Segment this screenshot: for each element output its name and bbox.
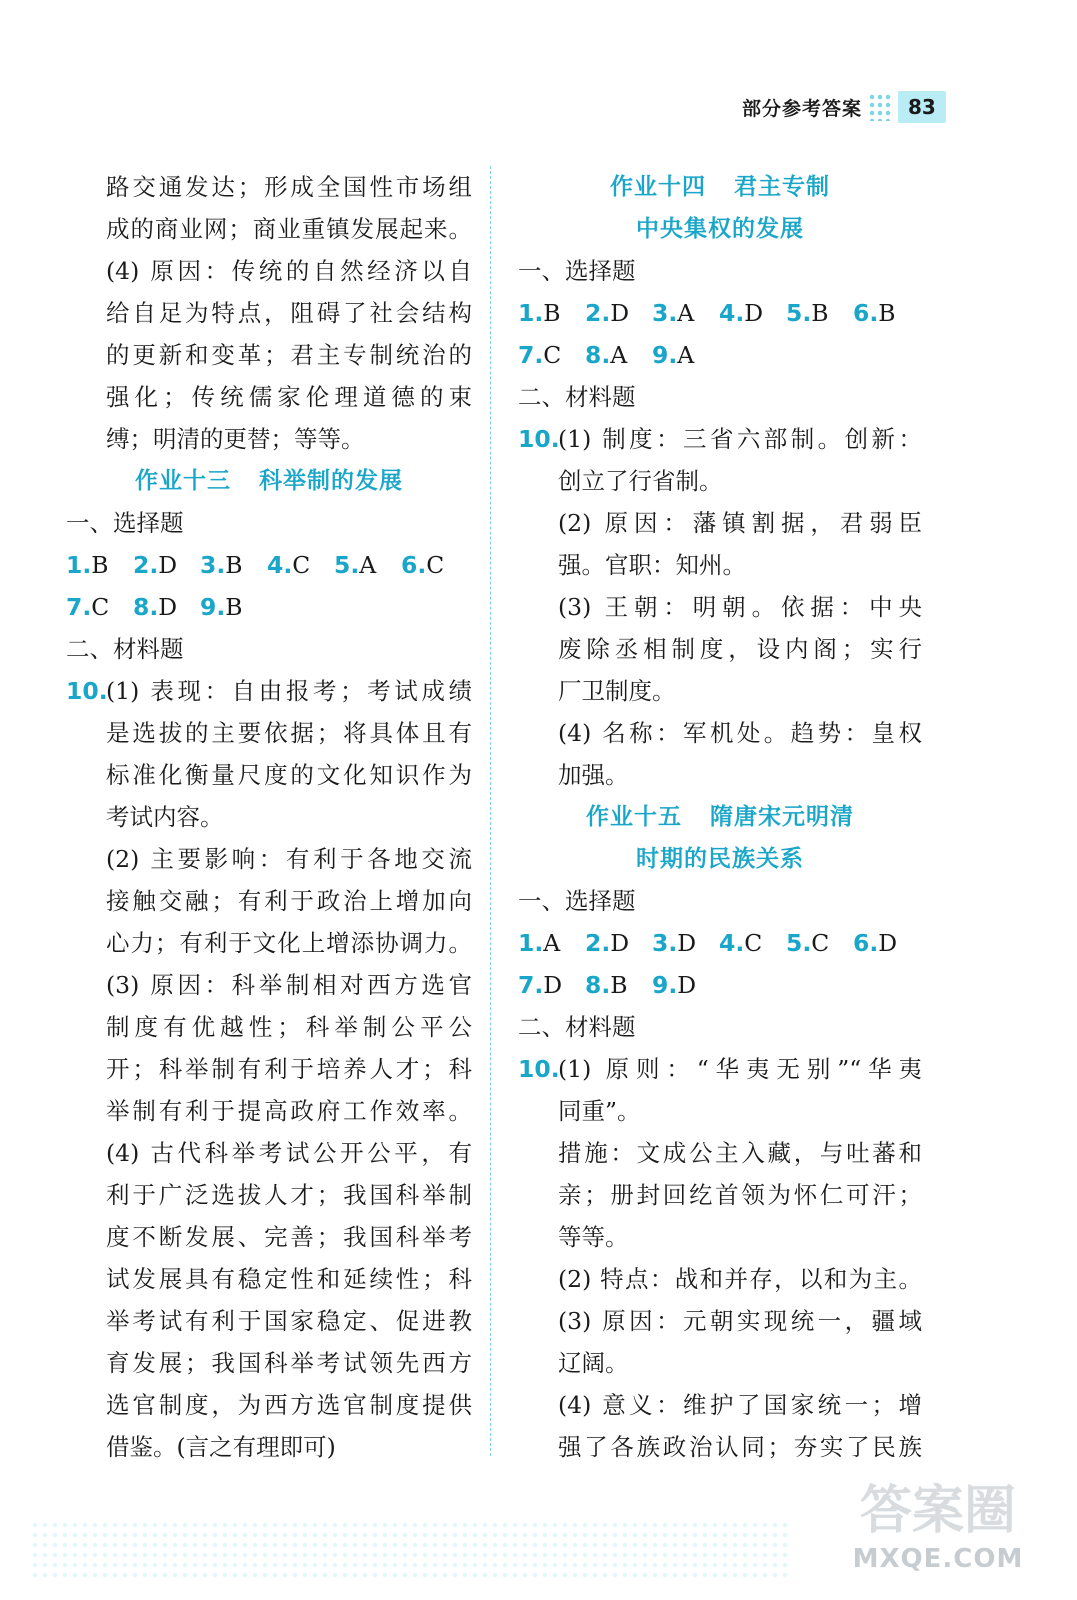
text-line: 选官制度，为西方选官制度提供 xyxy=(106,1391,472,1419)
material-heading: 二、材料题 xyxy=(518,383,636,411)
section-topic: 君主专制 xyxy=(734,174,830,200)
answer-item: 4.C xyxy=(267,551,311,579)
column-divider xyxy=(490,166,491,1456)
question-10 xyxy=(518,1048,922,1090)
text-line: 制度有优越性；科举制公平公 xyxy=(106,1013,472,1041)
text-line: 的更新和变革；君主专制统治的 xyxy=(106,341,472,369)
answer-item: 6.C xyxy=(401,551,445,579)
answer-item: 5.C xyxy=(786,929,830,957)
text-line: 废除丞相制度，设内阁；实行 xyxy=(558,635,922,663)
answer-item: 2.D xyxy=(585,299,630,327)
section-number: 作业十三 xyxy=(135,468,231,494)
text-line: (3) 王朝：明朝。依据：中央 xyxy=(558,593,922,621)
answer-item: 6.B xyxy=(853,299,896,327)
text-line: (1) 表现：自由报考；考试成绩 xyxy=(106,677,472,705)
answer-item: 3.B xyxy=(200,551,243,579)
text-line: (3) 原因：元朝实现统一，疆域 xyxy=(558,1307,922,1335)
answer-item: 1.B xyxy=(518,299,561,327)
text-line: (4) 古代科举考试公开公平，有 xyxy=(106,1139,472,1167)
material-heading: 二、材料题 xyxy=(66,635,184,663)
text-line: 度不断发展、完善；我国科举考 xyxy=(106,1223,472,1251)
text-line: (4) 名称：军机处。趋势：皇权 xyxy=(558,719,922,747)
choice-heading: 一、选择题 xyxy=(518,257,636,285)
text-line: 强。官职：知州。 xyxy=(558,551,746,579)
text-line: 考试内容。 xyxy=(106,803,224,831)
watermark-url: MXQE.COM xyxy=(852,1544,1024,1574)
text-line: 心力；有利于文化上增添协调力。 xyxy=(106,929,472,957)
text-line: 接触交融；有利于政治上增加向 xyxy=(106,887,472,915)
answer-row xyxy=(66,544,472,586)
text-line: 缚；明清的更替；等等。 xyxy=(106,425,365,453)
text-line: (2) 特点：战和并存，以和为主。 xyxy=(558,1265,922,1293)
section-number: 作业十五 xyxy=(586,804,682,830)
watermark-logo: 答案圈 xyxy=(859,1481,1016,1541)
section-heading-15 xyxy=(518,796,922,838)
text-line: 试发展具有稳定性和延续性；科 xyxy=(106,1265,472,1293)
answer-item: 4.C xyxy=(719,929,763,957)
answer-item: 7.C xyxy=(518,341,562,369)
answer-item: 7.D xyxy=(518,971,563,999)
text-line: 同重”。 xyxy=(558,1097,641,1125)
text-line: 给自足为特点，阻碍了社会结构 xyxy=(106,299,472,327)
answer-item: 8.A xyxy=(585,341,628,369)
answer-item: 6.D xyxy=(853,929,898,957)
text-line: 借鉴。(言之有理即可) xyxy=(106,1433,336,1461)
text-line: 厂卫制度。 xyxy=(558,677,676,705)
text-line: 育发展；我国科举考试领先西方 xyxy=(106,1349,472,1377)
answer-item: 8.D xyxy=(133,593,178,621)
answer-item: 1.B xyxy=(66,551,109,579)
section-heading-15-line2: 时期的民族关系 xyxy=(636,846,804,872)
answer-item: 5.A xyxy=(334,551,377,579)
text-line: 强化；传统儒家伦理道德的束 xyxy=(106,383,472,411)
answer-item: 9.A xyxy=(652,341,695,369)
question-10 xyxy=(518,418,922,460)
section-heading-14-line2: 中央集权的发展 xyxy=(636,216,804,242)
text-line: 利于广泛选拔人才；我国科举制 xyxy=(106,1181,472,1209)
question-number: 10. xyxy=(518,425,560,453)
text-line: 亲；册封回纥首领为怀仁可汗； xyxy=(558,1181,922,1209)
choice-heading: 一、选择题 xyxy=(66,509,184,537)
text-line: (2) 原因：藩镇割据，君弱臣 xyxy=(558,509,922,537)
answer-row xyxy=(66,586,472,628)
text-line: 开；科举制有利于培养人才；科 xyxy=(106,1055,472,1083)
choice-heading: 一、选择题 xyxy=(518,887,636,915)
answer-item: 9.D xyxy=(652,971,697,999)
section-number: 作业十四 xyxy=(610,174,706,200)
header-dot-decoration xyxy=(868,93,892,121)
question-10 xyxy=(66,670,472,712)
text-line: 创立了行省制。 xyxy=(558,467,723,495)
text-line: 成的商业网；商业重镇发展起来。 xyxy=(106,215,472,243)
answer-item: 3.D xyxy=(652,929,697,957)
answer-item: 3.A xyxy=(652,299,695,327)
section-heading-14 xyxy=(518,166,922,208)
text-line: 举制有利于提高政府工作效率。 xyxy=(106,1097,472,1125)
text-line: (2) 主要影响：有利于各地交流 xyxy=(106,845,472,873)
answer-item: 1.A xyxy=(518,929,561,957)
text-line: 加强。 xyxy=(558,761,629,789)
page-number: 83 xyxy=(898,91,946,123)
answer-item: 7.C xyxy=(66,593,110,621)
answer-row xyxy=(518,292,922,334)
text-line: 举考试有利于国家稳定、促进教 xyxy=(106,1307,472,1335)
header-title: 部分参考答案 xyxy=(742,97,863,120)
text-line: 辽阔。 xyxy=(558,1349,629,1377)
answer-item: 2.D xyxy=(133,551,178,579)
answer-item: 9.B xyxy=(200,593,243,621)
footer-dot-decoration xyxy=(30,1520,790,1580)
text-line: (1) 原则：“华夷无别”“华夷 xyxy=(558,1055,922,1083)
answer-item: 5.B xyxy=(786,299,829,327)
section-topic: 科举制的发展 xyxy=(259,468,403,494)
answer-row xyxy=(518,334,922,376)
text-line: 措施：文成公主入藏，与吐蕃和 xyxy=(558,1139,922,1167)
answer-item: 8.B xyxy=(585,971,628,999)
page-header xyxy=(742,88,946,126)
answer-item: 2.D xyxy=(585,929,630,957)
question-number: 10. xyxy=(518,1055,560,1083)
answer-row xyxy=(518,922,922,964)
section-heading-13 xyxy=(66,460,472,502)
text-line: (4) 原因：传统的自然经济以自 xyxy=(106,257,472,285)
text-line: 等等。 xyxy=(558,1223,629,1251)
text-line: (4) 意义：维护了国家统一；增 xyxy=(558,1391,922,1419)
material-heading: 二、材料题 xyxy=(518,1013,636,1041)
right-column xyxy=(518,166,922,1468)
watermark xyxy=(838,1478,1038,1588)
text-line: 标准化衡量尺度的文化知识作为 xyxy=(106,761,472,789)
text-line: 路交通发达；形成全国性市场组 xyxy=(106,173,472,201)
text-line: (3) 原因：科举制相对西方选官 xyxy=(106,971,472,999)
answer-row xyxy=(518,964,922,1006)
text-line: (1) 制度：三省六部制。创新： xyxy=(558,425,922,453)
text-line: 强了各族政治认同；夯实了民族 xyxy=(558,1433,922,1461)
answer-item: 4.D xyxy=(719,299,764,327)
text-line: 是选拔的主要依据；将具体且有 xyxy=(106,719,472,747)
left-column xyxy=(66,166,472,1468)
question-number: 10. xyxy=(66,677,108,705)
section-topic: 隋唐宋元明清 xyxy=(710,804,854,830)
